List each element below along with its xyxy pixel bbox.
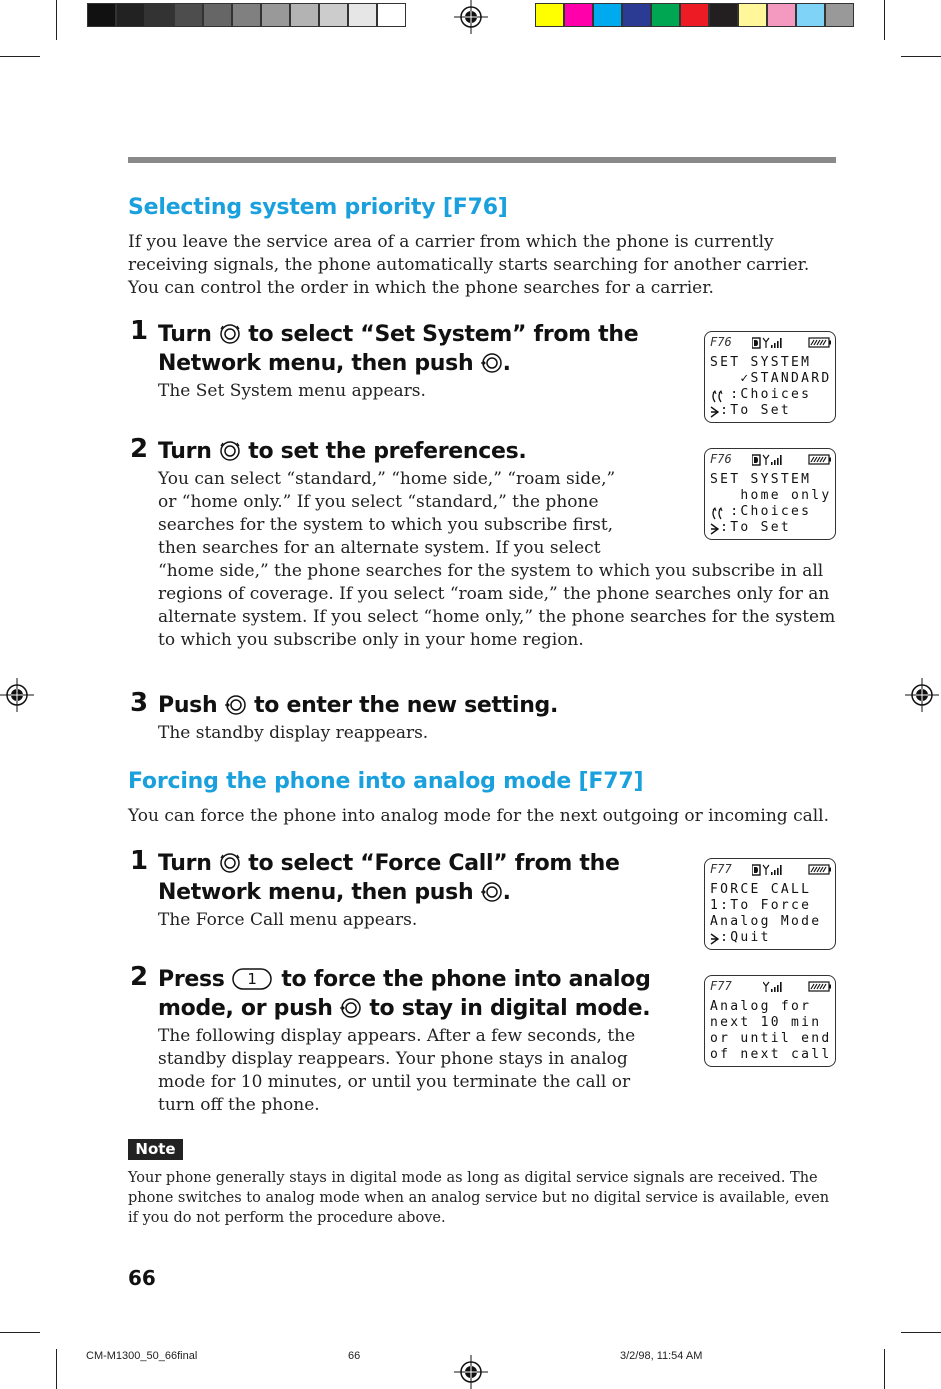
crop-mark	[901, 1332, 941, 1333]
battery-icon	[808, 981, 832, 992]
step-heading-text: Turn	[158, 322, 212, 347]
gray-swatch	[116, 3, 145, 27]
display-line: :Choices	[710, 504, 812, 519]
key-label: 1	[247, 970, 257, 988]
step-heading-text: .	[502, 351, 511, 376]
step-body: The standby display reappears.	[158, 723, 429, 743]
step-body-line: mode for 10 minutes, or until you terminate the call or	[158, 1072, 631, 1092]
gray-swatch	[290, 3, 319, 27]
crop-mark	[56, 0, 57, 40]
color-swatch	[709, 3, 738, 27]
display-line: FORCE CALL	[710, 882, 812, 897]
display-line: :To Set	[710, 403, 792, 418]
section-heading: Forcing the phone into analog mode [F77]	[128, 769, 644, 794]
digital-signal-icon	[752, 336, 782, 349]
step-body-line: The following display appears. After a few seconds, the	[158, 1026, 636, 1046]
color-swatch	[651, 3, 680, 27]
function-code: F76	[710, 335, 732, 349]
display-line: or until end	[710, 1031, 832, 1046]
display-line: :Choices	[710, 387, 812, 402]
step-heading	[158, 437, 527, 466]
display-line: home only	[710, 488, 832, 503]
step-body: The Force Call menu appears.	[158, 910, 418, 930]
top-rule	[128, 157, 836, 163]
display-status-bar	[710, 979, 832, 995]
step-body-line: You can select “standard,” “home side,” “roam side,”	[158, 469, 616, 489]
section-intro: You can force the phone into analog mode for the next outgoing or incoming call.	[128, 806, 830, 826]
step-body-line: “home side,” the phone searches for the system to which you subscribe in all regions of coverage. If you select “roam side,” the phone searches only for an alternate system. If you select “home only,” the phone searches for the system to which you subscribe only in your home region.	[158, 561, 836, 650]
step-heading-text: Network menu, then push	[158, 351, 474, 376]
phone-display	[704, 975, 836, 1067]
step-heading	[158, 691, 558, 720]
section-heading: Selecting system priority [F76]	[128, 195, 508, 220]
gray-swatch	[377, 3, 406, 27]
step-heading-text: to select “Set System” from the	[248, 322, 639, 347]
page-number: 66	[128, 1266, 156, 1290]
slug-page: 66	[348, 1350, 361, 1362]
step-heading-text: Press	[158, 967, 225, 992]
step-body-line: then searches for an alternate system. If you select	[158, 538, 601, 558]
step-number: 2	[130, 434, 149, 464]
registration-mark-icon	[905, 678, 939, 712]
jog-dial-turn-icon	[219, 323, 241, 345]
step-heading-text: Turn	[158, 439, 212, 464]
gray-swatch	[174, 3, 203, 27]
step-heading	[158, 849, 620, 907]
jog-dial-push-icon	[481, 352, 503, 374]
step-heading-text: to enter the new setting.	[254, 693, 559, 718]
crop-mark	[56, 1349, 57, 1389]
step-heading-text: Push	[158, 693, 218, 718]
display-line: Analog for	[710, 999, 812, 1014]
step-heading-text: to select “Force Call” from the	[248, 851, 620, 876]
display-line: of next call	[710, 1047, 832, 1062]
step-heading	[158, 320, 638, 378]
crop-mark	[901, 56, 941, 57]
display-line: ✓STANDARD	[710, 371, 832, 386]
registration-mark-icon	[0, 678, 34, 712]
battery-icon	[808, 864, 832, 875]
color-swatch	[796, 3, 825, 27]
step-body-line: turn off the phone.	[158, 1095, 320, 1115]
note-text: Your phone generally stays in digital mode as long as digital service signals are received. The phone switches to analog mode when an analog service but no digital service is available, even if you do not perform the procedure above.	[128, 1170, 830, 1226]
display-line: SET SYSTEM	[710, 472, 812, 487]
phone-display	[704, 448, 836, 540]
display-status-bar	[710, 862, 832, 878]
step-body-line: standby display reappears. Your phone stays in analog	[158, 1049, 628, 1069]
step-body: The Set System menu appears.	[158, 381, 426, 401]
registration-mark-icon	[454, 0, 488, 34]
key-1-icon	[232, 968, 274, 990]
jog-dial-turn-icon	[219, 440, 241, 462]
slug-filename: CM-M1300_50_66final	[86, 1350, 198, 1362]
color-swatch	[767, 3, 796, 27]
step-heading-text: mode, or push	[158, 996, 333, 1021]
step-heading-text: to set the preferences.	[248, 439, 527, 464]
color-swatch	[535, 3, 564, 27]
dial-turn-symbol-icon	[710, 390, 726, 403]
color-swatch	[622, 3, 651, 27]
display-line: SET SYSTEM	[710, 355, 812, 370]
slug-date: 3/2/98, 11:54 AM	[620, 1350, 703, 1362]
gray-swatch	[87, 3, 116, 27]
push-arrow-icon	[710, 406, 721, 418]
jog-dial-turn-icon	[219, 852, 241, 874]
gray-swatch	[261, 3, 290, 27]
color-swatch	[825, 3, 854, 27]
section-intro: If you leave the service area of a carrier from which the phone is currently receiving signals, the phone automatically starts searching for another carrier. You can control the order in which the phone searches for a carrier.	[128, 232, 810, 298]
color-swatch	[680, 3, 709, 27]
step-body	[158, 1025, 635, 1117]
battery-icon	[808, 337, 832, 348]
crop-mark	[0, 1332, 40, 1333]
push-arrow-icon	[710, 523, 721, 535]
function-code: F77	[710, 862, 732, 876]
display-status-bar	[710, 335, 832, 351]
display-line: next 10 min	[710, 1015, 822, 1030]
step-heading-text: to force the phone into analog	[281, 967, 651, 992]
jog-dial-push-icon	[225, 694, 247, 716]
step-heading-text: Network menu, then push	[158, 880, 474, 905]
note-label: Note	[128, 1139, 183, 1160]
push-arrow-icon	[710, 933, 721, 945]
analog-signal-icon	[763, 980, 782, 993]
battery-icon	[808, 454, 832, 465]
display-line: :To Set	[710, 520, 792, 535]
registration-mark-icon	[454, 1355, 488, 1389]
digital-signal-icon	[752, 453, 782, 466]
gray-swatch	[232, 3, 261, 27]
step-heading	[158, 965, 651, 1023]
display-line: :Quit	[710, 930, 771, 945]
step-body-line: or “home only.” If you select “standard,” the phone	[158, 492, 599, 512]
display-line: Analog Mode	[710, 914, 822, 929]
step-number: 3	[130, 688, 149, 718]
jog-dial-push-icon	[481, 881, 503, 903]
function-code: F76	[710, 452, 732, 466]
display-status-bar	[710, 452, 832, 468]
phone-display	[704, 858, 836, 950]
jog-dial-push-icon	[340, 997, 362, 1019]
function-code: F77	[710, 979, 732, 993]
step-number: 1	[130, 846, 149, 876]
step-number: 2	[130, 962, 149, 992]
color-swatch	[738, 3, 767, 27]
crop-mark	[0, 56, 40, 57]
step-heading-text: .	[502, 880, 511, 905]
step-number: 1	[130, 316, 149, 346]
step-heading-text: to stay in digital mode.	[369, 996, 651, 1021]
crop-mark	[884, 1349, 885, 1389]
display-line: 1:To Force	[710, 898, 812, 913]
gray-swatch	[348, 3, 377, 27]
phone-display	[704, 331, 836, 423]
gray-swatch	[203, 3, 232, 27]
step-heading-text: Turn	[158, 851, 212, 876]
gray-swatch	[145, 3, 174, 27]
gray-swatch	[319, 3, 348, 27]
dial-turn-symbol-icon	[710, 507, 726, 520]
step-body-line: searches for the system to which you subscribe first,	[158, 515, 614, 535]
color-swatch	[593, 3, 622, 27]
color-swatch	[564, 3, 593, 27]
crop-mark	[884, 0, 885, 40]
digital-signal-icon	[752, 863, 782, 876]
